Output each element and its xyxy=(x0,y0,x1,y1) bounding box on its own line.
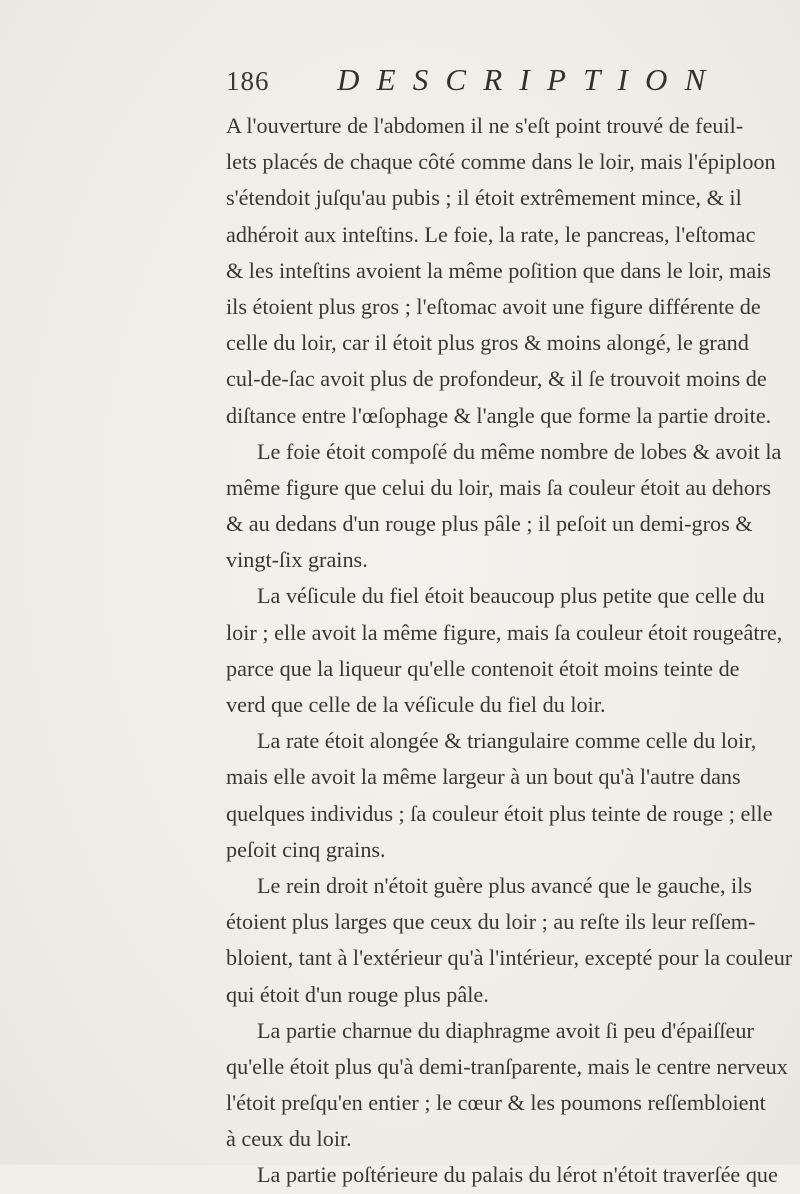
text-line: adhéroit aux inteſtins. Le foie, la rate, le pancreas, l'eſtomac xyxy=(226,221,756,247)
text-line: étoient plus larges que ceux du loir ; au reſte ils leur reſſem- xyxy=(226,909,756,935)
body-text xyxy=(226,108,793,1194)
paragraph xyxy=(226,434,782,579)
text-line: mais elle avoit la même largeur à un bout qu'à l'autre dans xyxy=(226,764,741,790)
paragraph xyxy=(226,723,773,868)
text-line: La rate étoit alongée & triangulaire comme celle du loir, xyxy=(257,728,757,754)
text-line: & les inteſtins avoient la même poſition que dans le loir, mais xyxy=(226,257,772,283)
text-line: & au dedans d'un rouge plus pâle ; il peſoit un demi-gros & xyxy=(226,511,753,537)
text-line: quelques individus ; ſa couleur étoit plus teinte de rouge ; elle xyxy=(226,800,773,826)
paragraph xyxy=(226,1157,778,1193)
page-header xyxy=(226,62,726,102)
paragraph xyxy=(226,108,776,434)
text-line: Le rein droit n'étoit guère plus avancé que le gauche, ils xyxy=(257,872,753,898)
text-line: La partie charnue du diaphragme avoit ſi peu d'épaiſſeur xyxy=(257,1017,754,1043)
text-line: cul-de-ſac avoit plus de profondeur, & il ſe trouvoit moins de xyxy=(226,366,767,392)
text-line: même figure que celui du loir, mais ſa couleur étoit au dehors xyxy=(226,474,771,500)
text-line: diſtance entre l'œſophage & l'angle que forme la partie droite. xyxy=(226,402,772,428)
running-title: DESCRIPTION xyxy=(337,62,723,97)
text-line: parce que la liqueur qu'elle contenoit étoit moins teinte de xyxy=(226,655,740,681)
text-line: La partie poſtérieure du palais du lérot n'étoit traverſée que xyxy=(257,1162,778,1188)
text-line: celle du loir, car il étoit plus gros & moins alongé, le grand xyxy=(226,330,749,356)
text-line: peſoit cinq grains. xyxy=(226,836,386,862)
text-line: A l'ouverture de l'abdomen il ne s'eſt point trouvé de feuil- xyxy=(226,113,744,138)
paragraph xyxy=(226,868,793,1013)
text-line: à ceux du loir. xyxy=(226,1126,352,1152)
text-line: lets placés de chaque côté comme dans le loir, mais l'épiploon xyxy=(226,149,776,175)
text-line: Le foie étoit compoſé du même nombre de lobes & avoit la xyxy=(257,438,782,464)
paragraph xyxy=(226,1013,788,1158)
text-line: ils étoient plus gros ; l'eſtomac avoit une figure différente de xyxy=(226,293,761,319)
text-line: vingt-ſix grains. xyxy=(226,547,368,573)
text-line: qui étoit d'un rouge plus pâle. xyxy=(226,981,489,1007)
text-line: qu'elle étoit plus qu'à demi-tranſparente, mais le centre nerveux xyxy=(226,1053,788,1079)
text-line: l'étoit preſqu'en entier ; le cœur & les poumons reſſembloient xyxy=(226,1090,766,1116)
text-line: loir ; elle avoit la même figure, mais ſa couleur étoit rougeâtre, xyxy=(226,619,783,645)
paragraph xyxy=(226,578,783,723)
text-line: verd que celle de la véſicule du fiel du loir. xyxy=(226,692,606,717)
text-line: bloient, tant à l'extérieur qu'à l'intérieur, excepté pour la couleur xyxy=(226,945,793,971)
text-line: s'étendoit juſqu'au pubis ; il étoit extrêmement mince, & il xyxy=(226,185,742,211)
text-line: La véſicule du fiel étoit beaucoup plus petite que celle du xyxy=(257,583,765,609)
page-number: 186 xyxy=(226,66,270,96)
